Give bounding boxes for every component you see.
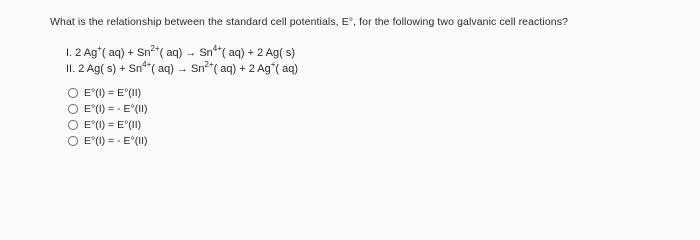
answer-option-3-label: E°(I) = E°(II)	[84, 119, 142, 131]
reaction-2-charge-a: 4+	[142, 60, 152, 69]
answer-option-2[interactable]	[68, 101, 148, 117]
radio-button-1[interactable]	[68, 88, 78, 98]
reaction-2-text-c: ( aq) + 2 Ag	[213, 63, 271, 75]
answer-option-4[interactable]	[68, 133, 148, 149]
radio-button-2[interactable]	[68, 104, 78, 114]
answer-option-2-label: E°(I) = - E°(II)	[84, 103, 148, 115]
reaction-2-charge-b: 2+	[204, 60, 214, 69]
reaction-2-text-d: ( aq)	[275, 63, 299, 75]
answer-option-1[interactable]	[68, 85, 148, 101]
reaction-1-text-b: ( aq) + Sn	[101, 47, 151, 59]
reaction-2-text-a: II. 2 Ag( s) + Sn	[66, 63, 143, 75]
reaction-1-text-c: ( aq) → Sn	[159, 47, 213, 59]
reaction-1-text-d: ( aq) + 2 Ag( s)	[221, 47, 295, 59]
reaction-1-charge-b: 2+	[150, 44, 160, 53]
answer-option-3[interactable]	[68, 117, 148, 133]
reaction-1	[66, 44, 295, 59]
radio-button-3[interactable]	[68, 120, 78, 130]
radio-button-4[interactable]	[68, 136, 78, 146]
answer-option-1-label: E°(I) = E°(II)	[84, 87, 142, 99]
reaction-1-charge-c: 4+	[212, 44, 222, 53]
reaction-1-charge-a: +	[97, 44, 102, 53]
answer-options	[68, 85, 148, 149]
answer-option-4-label: E°(I) = - E°(II)	[84, 135, 148, 147]
reaction-2	[66, 60, 299, 75]
reaction-1-text-a: I. 2 Ag	[66, 47, 98, 59]
reaction-2-charge-c: +	[270, 60, 276, 69]
question-text: What is the relationship between the standard cell potentials, E°, for the following two galvanic cell reactions?	[50, 16, 569, 28]
reaction-2-text-b: ( aq) → Sn	[151, 63, 205, 75]
